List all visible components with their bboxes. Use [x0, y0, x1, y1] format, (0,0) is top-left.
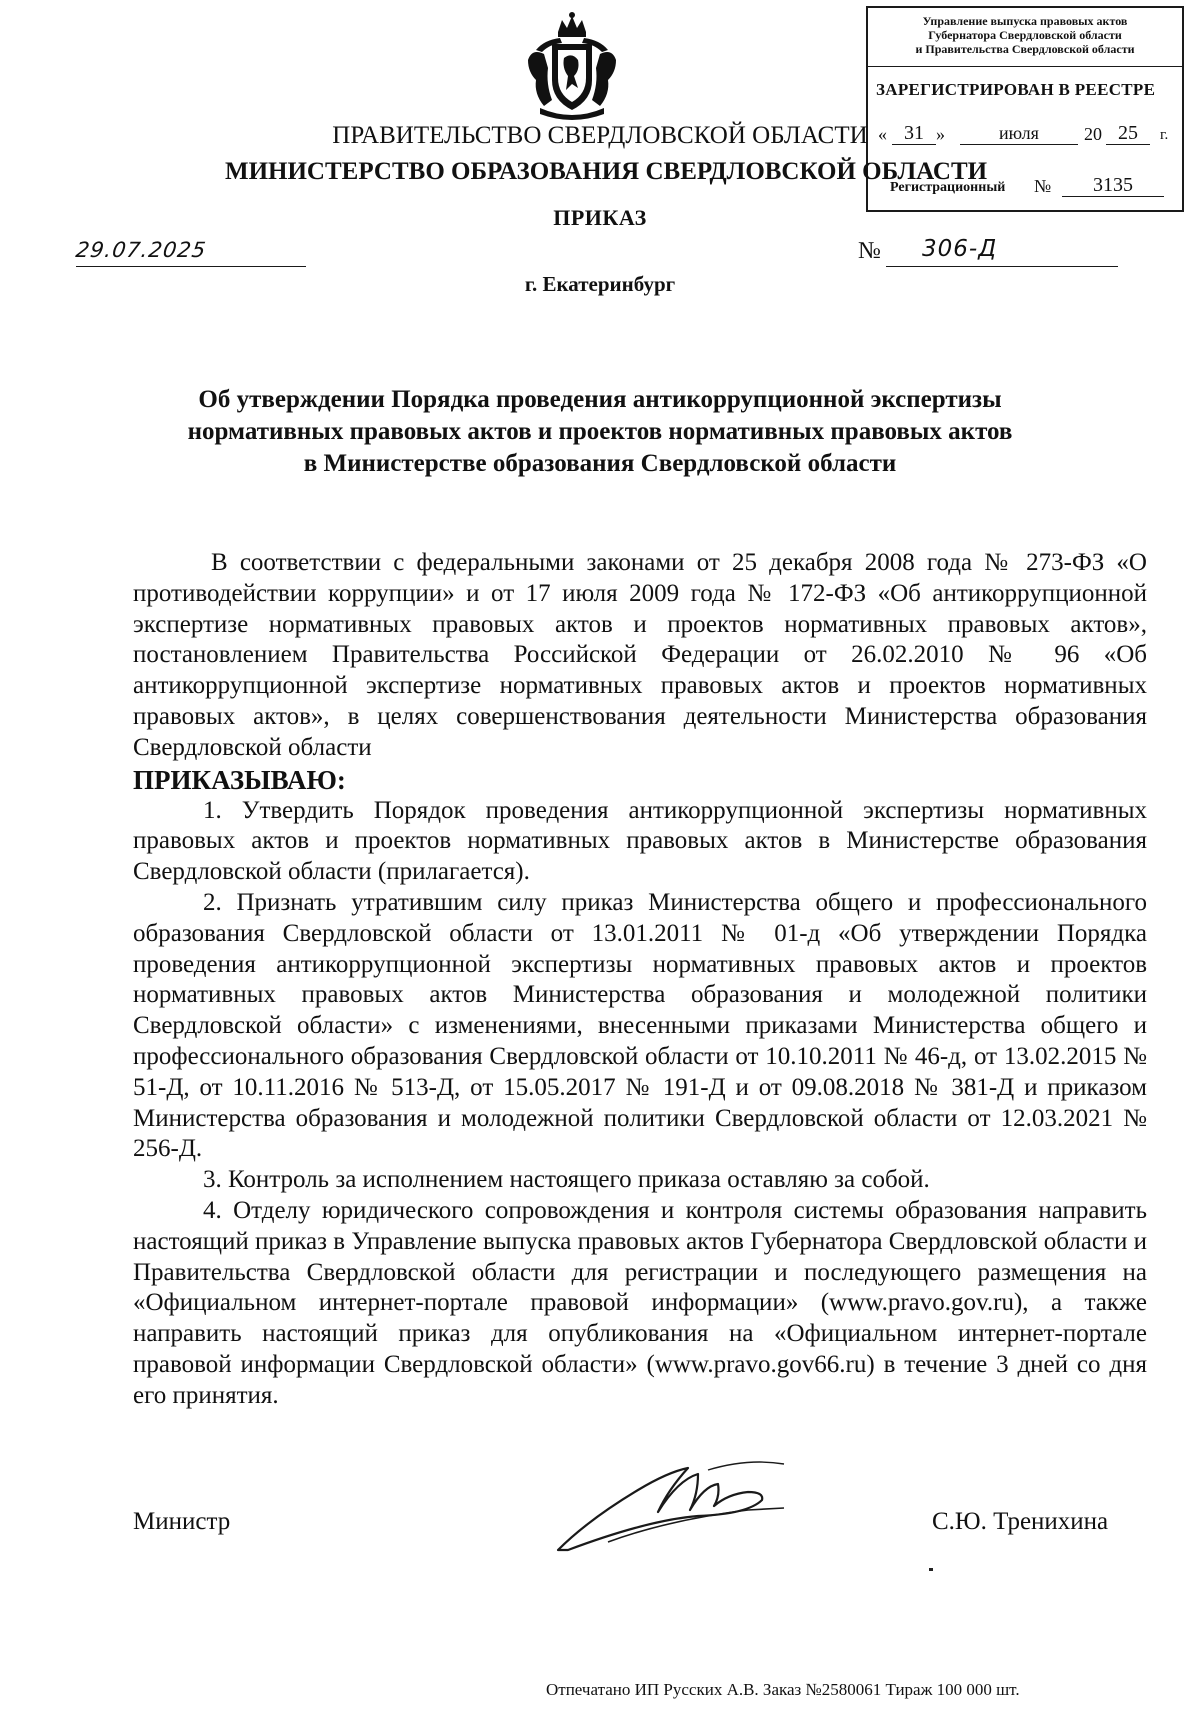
title-line: нормативных правовых актов и проектов нормативных правовых актов	[187, 418, 1013, 445]
stamp-month: июля	[960, 122, 1078, 145]
stamp-year-prefix: 20	[1084, 124, 1102, 144]
order-number-sign: №	[858, 238, 881, 264]
coat-of-arms-icon	[522, 10, 622, 122]
stamp-header-line: Управление выпуска правовых актов	[922, 14, 1128, 28]
order-number-handwritten: 306-Д	[922, 236, 998, 262]
stamp-day: 31	[892, 122, 936, 145]
stamp-year-mark: г.	[1160, 127, 1169, 143]
order-date-field	[76, 240, 306, 267]
order-item-4: 4. Отделу юридического сопровождения и контроля системы образования направить настоящий приказ в Управление выпуска правовых актов Губернатора Свердловской области и Правительства Свердловской области для регистрации и последующего размещения на «Официальном интернет-портале правовой информации» (www.pravo.gov.ru), а также направить настоящий приказ для опубликования на «Официальном интернет-портале правовой информации Свердловской области» (www.pravo.gov66.ru) в течение 3 дней со дня его принятия.	[133, 1196, 1147, 1409]
stamp-number-sign: №	[1034, 176, 1052, 196]
stamp-reg-number: 3135	[1062, 174, 1164, 197]
signatory-title: Министр	[133, 1508, 231, 1535]
command-word: ПРИКАЗЫВАЮ:	[133, 764, 346, 795]
stamp-close-quote: »	[936, 124, 945, 144]
ink-speck	[929, 1568, 933, 1571]
government-name: ПРАВИТЕЛЬСТВО СВЕРДЛОВСКОЙ ОБЛАСТИ	[332, 122, 868, 149]
handwritten-signature-icon	[548, 1450, 808, 1560]
stamp-reg-label: Регистрационный	[890, 180, 1006, 195]
stamp-year-suffix: 25	[1106, 122, 1150, 145]
title-line: Об утверждении Порядка проведения антикоррупционной экспертизы	[198, 386, 1002, 413]
order-number-field	[886, 236, 1118, 267]
preamble-paragraph: В соответствии с федеральными законами от 25 декабря 2008 года № 273-ФЗ «О противодействии коррупции» и от 17 июля 2009 года № 172-ФЗ «Об антикоррупционной экспертизе нормативных правовых актов и проектов нормативных правовых актов», постановлением Правительства Российской Федерации от 26.02.2010 № 96 «Об антикоррупционной экспертизе нормативных правовых актов и проектов нормативных правовых актов», в целях совершенствования деятельности Министерства образования Свердловской области	[133, 549, 1147, 761]
stamp-header-line: Губернатора Свердловской области	[928, 28, 1122, 42]
stamp-registered-label: ЗАРЕГИСТРИРОВАН В РЕЕСТРЕ	[876, 80, 1156, 99]
document-title	[130, 384, 1070, 480]
order-item-2: 2. Признать утратившим силу приказ Министерства общего и профессионального образования Свердловской области от 13.01.2011 № 01-д «Об утверждении Порядка проведения антикоррупционной экспертизы нормативных правовых актов и проектов нормативных правовых актов Министерства образования и молодежной политики Свердловской области» с изменениями, внесенными приказами Министерства общего и профессионального образования Свердловской области от 10.10.2011 № 46-д, от 13.02.2015 № 51-Д, от 10.11.2016 № 513-Д, от 15.05.2017 № 191-Д и от 09.08.2018 № 381-Д и приказом Министерства образования и молодежной политики Свердловской области от 12.03.2021 № 256-Д.	[133, 888, 1147, 1163]
stamp-header-line: и Правительства Свердловской области	[915, 42, 1135, 56]
title-line: в Министерстве образования Свердловской области	[303, 450, 897, 477]
print-footer: Отпечатано ИП Русских А.В. Заказ №2580061 Тираж 100 000 шт.	[546, 1680, 1020, 1699]
city: г. Екатеринбург	[524, 272, 676, 296]
order-date-handwritten: 29.07.2025	[74, 238, 208, 262]
stamp-header	[868, 14, 1182, 56]
document-body	[133, 548, 1147, 1412]
stamp-divider	[868, 66, 1182, 67]
document-type: ПРИКАЗ	[553, 205, 647, 230]
order-item-3: 3. Контроль за исполнением настоящего приказа оставляю за собой.	[203, 1166, 930, 1194]
signatory-name: С.Ю. Тренихина	[932, 1508, 1109, 1535]
ministry-name: МИНИСТЕРСТВО ОБРАЗОВАНИЯ СВЕРДЛОВСКОЙ ОБЛАСТИ	[225, 158, 988, 185]
order-item-1: 1. Утвердить Порядок проведения антикоррупционной экспертизы нормативных правовых актов и проектов нормативных правовых актов в Министерстве образования Свердловской области (прилагается).	[133, 796, 1147, 886]
stamp-open-quote: «	[878, 124, 887, 144]
